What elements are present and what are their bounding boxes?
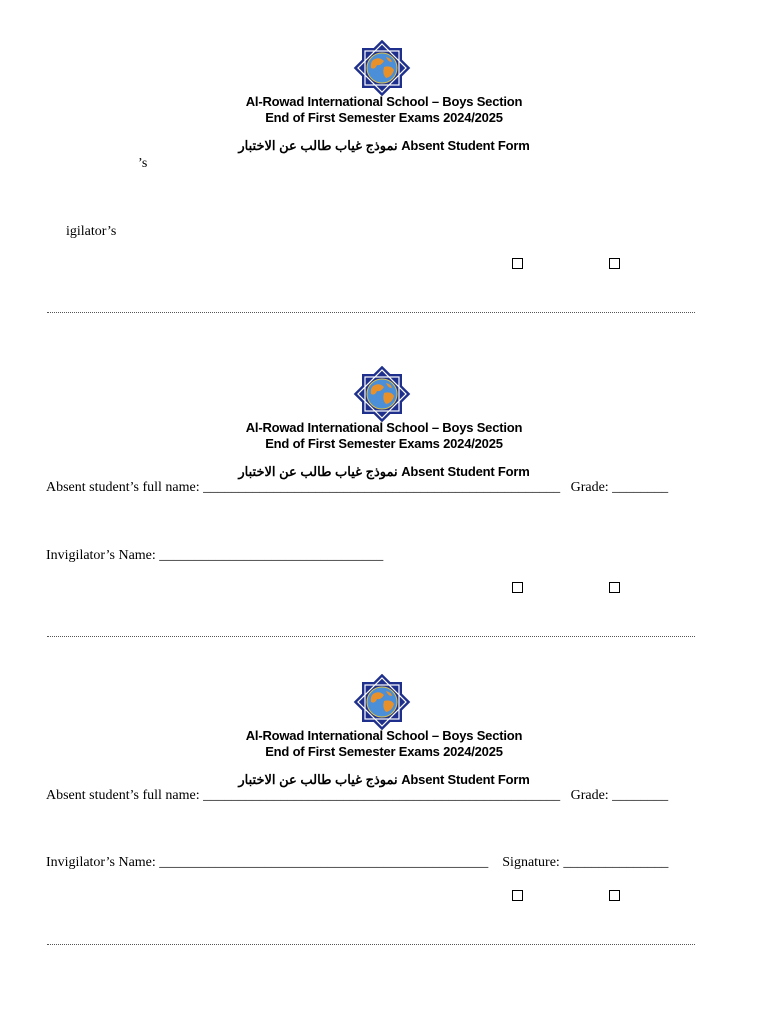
invigilator-line: Invigilator’s Name: ________________________________ bbox=[46, 548, 384, 563]
checkbox-icon[interactable] bbox=[609, 582, 620, 593]
checkbox-icon[interactable] bbox=[512, 890, 523, 901]
form-title: نموذج غياب طالب عن الاختبار Absent Student Form bbox=[238, 772, 530, 787]
absent-form-2 bbox=[0, 326, 768, 646]
student-name-line: Absent student’s full name: ___________________________________________________ Grade: ________ bbox=[46, 788, 669, 803]
cut-line bbox=[47, 944, 695, 945]
student-name-line: ’s bbox=[138, 156, 148, 171]
exam-title: End of First Semester Exams 2024/2025 bbox=[265, 110, 503, 125]
school-name: Al-Rowad International School – Boys Section bbox=[245, 420, 523, 435]
school-name: Al-Rowad International School – Boys Section bbox=[245, 728, 523, 743]
invigilator-line: igilator’s bbox=[66, 224, 117, 239]
checkbox-icon[interactable] bbox=[609, 890, 620, 901]
exam-title: End of First Semester Exams 2024/2025 bbox=[265, 436, 503, 451]
form-title: نموذج غياب طالب عن الاختبار Absent Student Form bbox=[238, 464, 530, 479]
school-emblem-icon bbox=[351, 40, 413, 96]
absent-form-1 bbox=[0, 0, 768, 320]
student-name-line: Absent student’s full name: ___________________________________________________ Grade: ________ bbox=[46, 480, 669, 495]
cut-line bbox=[47, 312, 695, 313]
checkbox-icon[interactable] bbox=[512, 582, 523, 593]
school-name: Al-Rowad International School – Boys Section bbox=[245, 94, 523, 109]
form-title: نموذج غياب طالب عن الاختبار Absent Student Form bbox=[238, 138, 530, 153]
school-emblem-icon bbox=[351, 674, 413, 730]
school-emblem-icon bbox=[351, 366, 413, 422]
checkbox-icon[interactable] bbox=[609, 258, 620, 269]
invigilator-line: Invigilator’s Name: _______________________________________________ Signature: _______________ bbox=[46, 855, 669, 870]
checkbox-icon[interactable] bbox=[512, 258, 523, 269]
absent-form-3 bbox=[0, 634, 768, 954]
exam-title: End of First Semester Exams 2024/2025 bbox=[265, 744, 503, 759]
